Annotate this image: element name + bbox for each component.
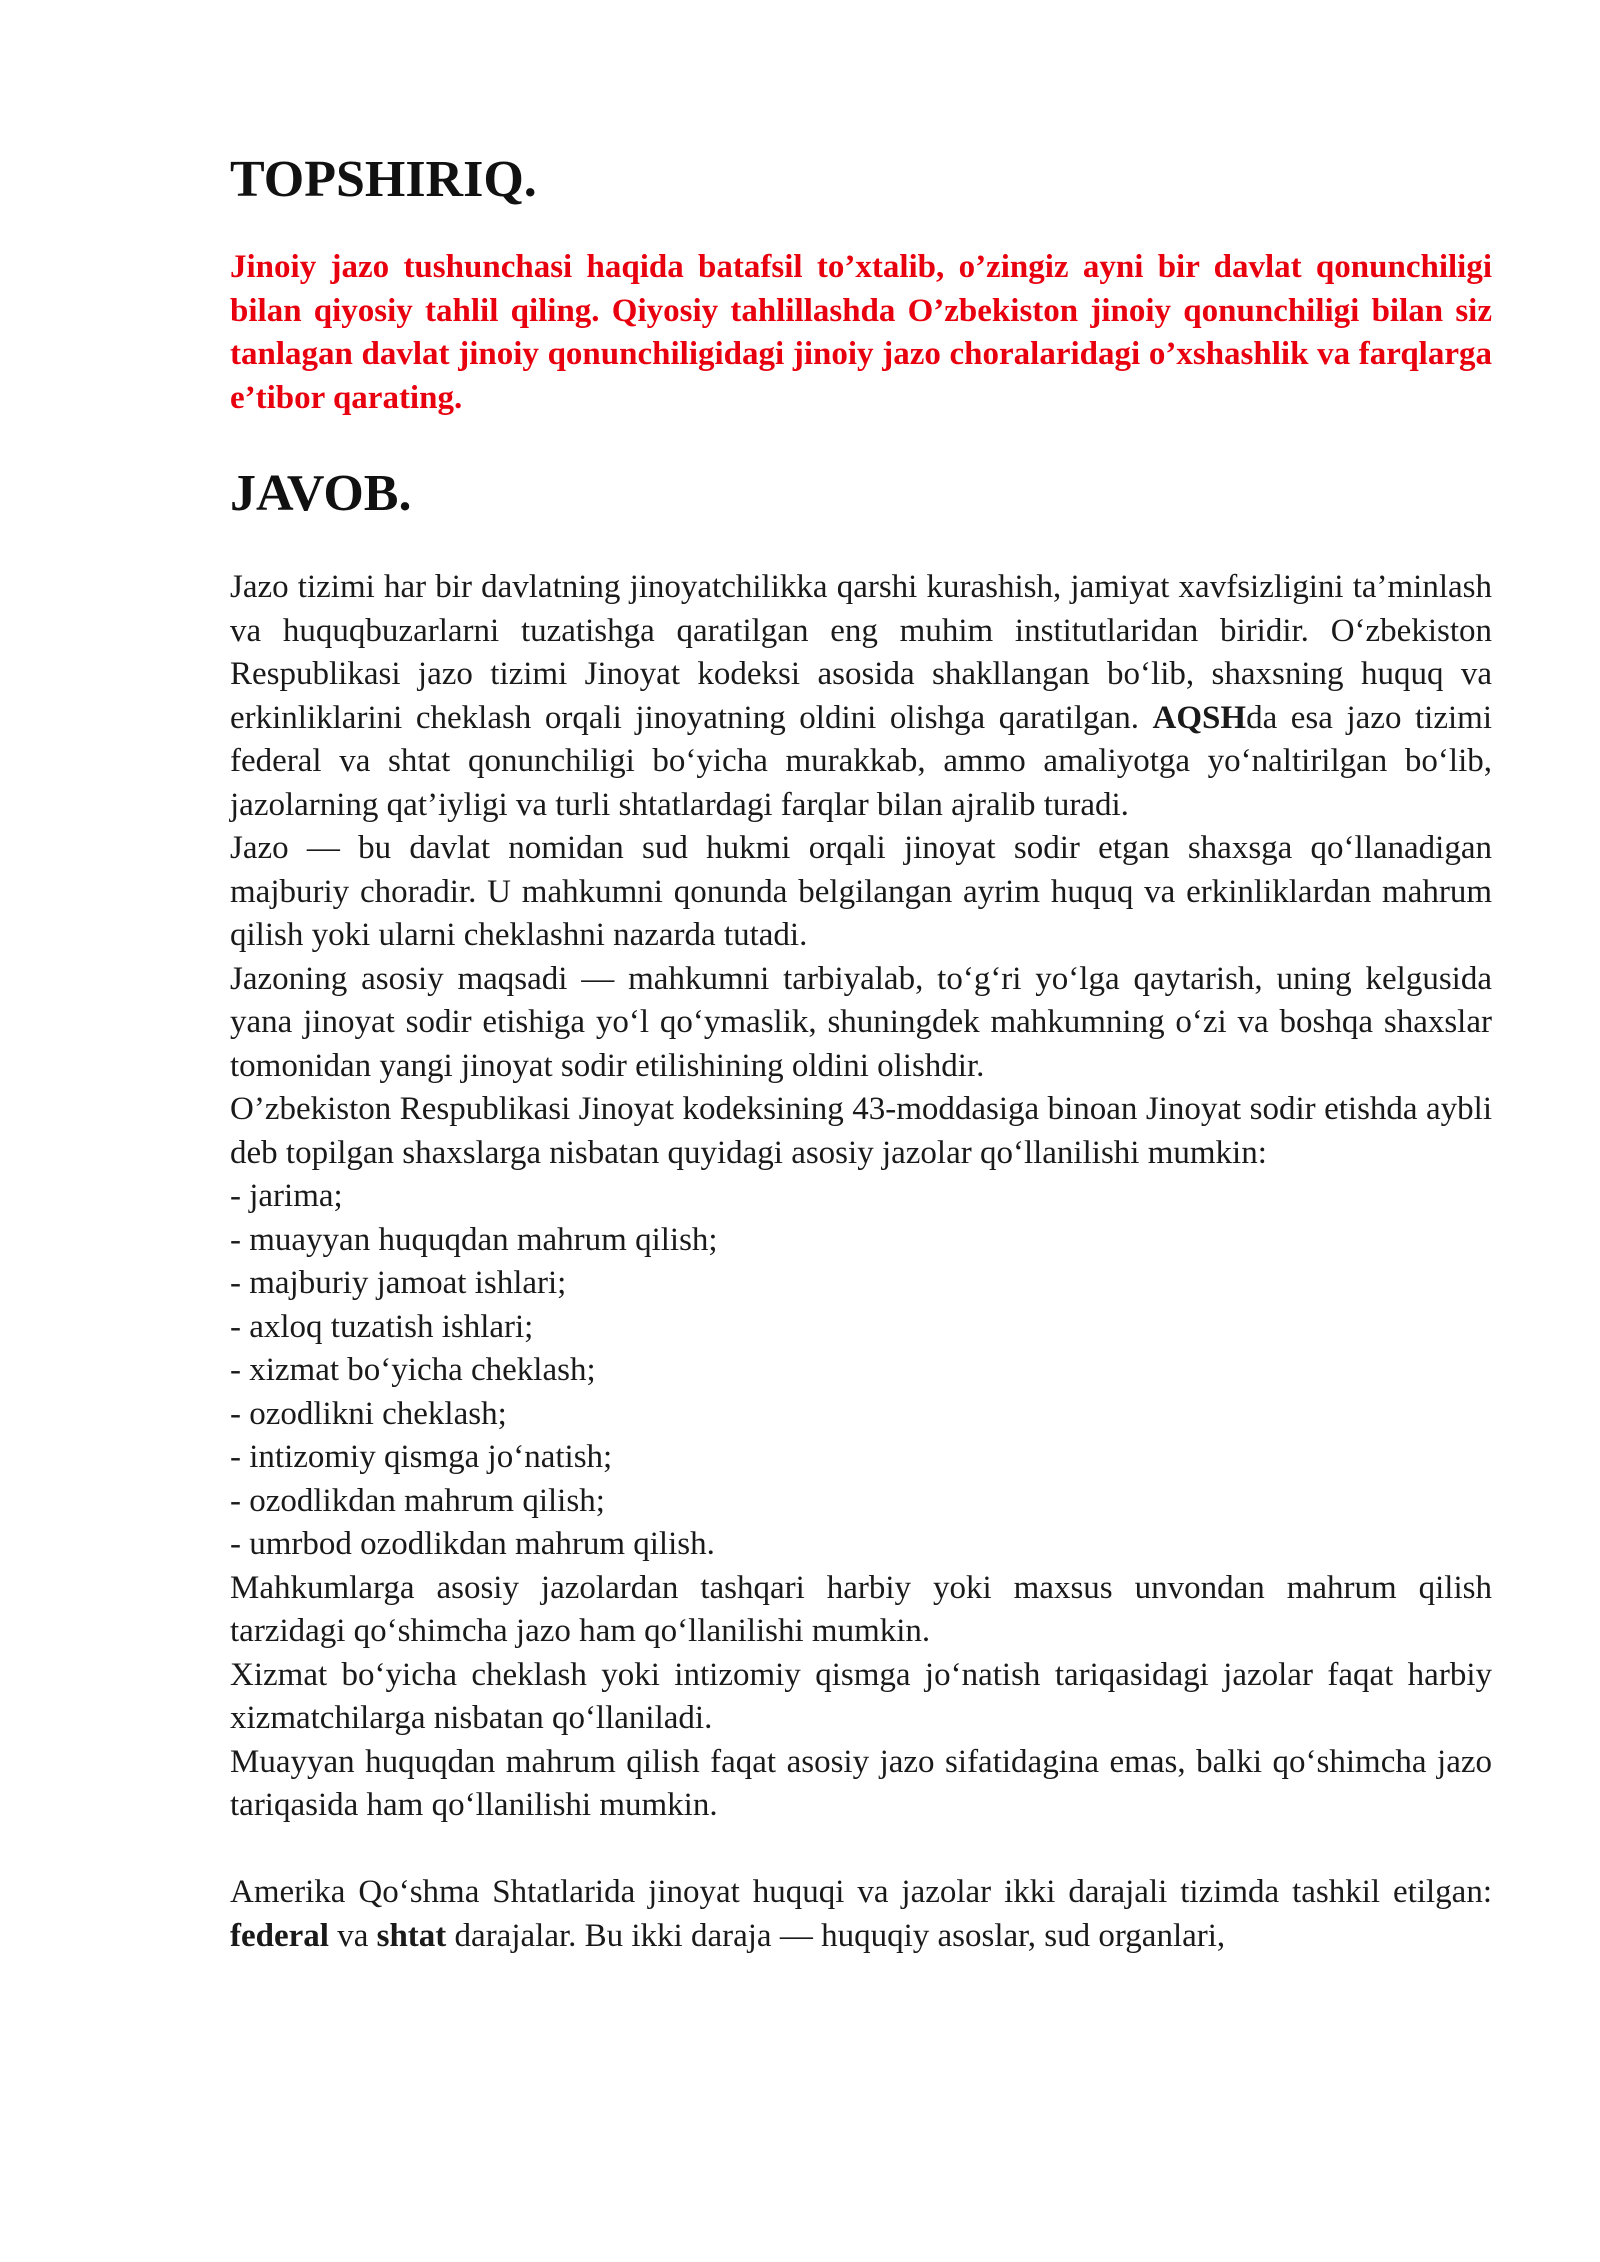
list-item: - majburiy jamoat ishlari;: [230, 1265, 567, 1301]
paragraph-intro: [230, 566, 1492, 827]
task-heading: TOPSHIRIQ.: [230, 151, 537, 208]
list-item: - ozodlikni cheklash;: [230, 1395, 507, 1432]
list-item: - muayyan huquqdan mahrum qilish;: [230, 1221, 718, 1258]
bold-term: federal: [230, 1917, 329, 1954]
paragraph-gap: [230, 1828, 1492, 1872]
answer-heading: JAVOB.: [230, 465, 412, 522]
punishment-list: [230, 1175, 1492, 1567]
paragraph-text: va: [328, 1917, 377, 1954]
answer-body: [230, 566, 1492, 1958]
paragraph-additional-punishment: Mahkumlarga asosiy jazolardan tashqari harbiy yoki maxsus unvondan mahrum qilish tarzidagi qo‘shimcha jazo ham qo‘llanilishi mumkin.: [230, 1569, 1492, 1649]
paragraph-rights-deprivation: Muayyan huquqdan mahrum qilish faqat asosiy jazo sifatidagina emas, balki qo‘shimcha jazo tariqasida ham qo‘llanilishi mumkin.: [230, 1743, 1492, 1823]
task-text: Jinoiy jazo tushunchasi haqida batafsil to’xtalib, o’zingiz ayni bir davlat qonunchiligi bilan qiyosiy tahlil qiling. Qiyosiy tahlillashda O’zbekiston jinoiy qonunchiligi bilan siz tanlagan davlat jinoiy qonunchiligidagi jinoiy jazo choralaridagi o’xshashlik va farqlarga e’tibor qarating.: [230, 249, 1492, 416]
bold-term: shtat: [376, 1917, 447, 1954]
list-item: - axloq tuzatish ishlari;: [230, 1308, 534, 1345]
list-item: - jarima;: [230, 1178, 343, 1214]
list-item: - intizomiy qismga jo‘natish;: [230, 1439, 613, 1475]
paragraph-text: darajalar. Bu ikki daraja — huquqiy asoslar, sud organlari,: [446, 1917, 1226, 1954]
paragraph-definition: Jazo — bu davlat nomidan sud hukmi orqali jinoyat sodir etgan shaxsga qo‘llanadigan majburiy choradir. U mahkumni qonunda belgilangan ayrim huquq va erkinliklardan mahrum qilish yoki ularni cheklashni nazarda tutadi.: [230, 830, 1492, 953]
paragraph-text: da esa jazo tizimi federal va shtat qonunchiligi bo‘yicha murakkab, ammo amaliyotga yo‘naltirilgan bo‘lib, jazolarning qat’iyligi va turli shtatlardagi farqlar bilan ajralib turadi.: [230, 699, 1492, 823]
document-page: [230, 150, 1492, 1958]
paragraph-text: Amerika Qo‘shma Shtatlarida jinoyat huquqi va jazolar ikki darajali tizimda tashkil etilgan:: [230, 1874, 1492, 1910]
paragraph-usa: [230, 1871, 1492, 1958]
list-item: - ozodlikdan mahrum qilish;: [230, 1482, 605, 1519]
paragraph-article-43: O’zbekiston Respublikasi Jinoyat kodeksining 43-moddasiga binoan Jinoyat sodir etishda aybli deb topilgan shaxslarga nisbatan quyidagi asosiy jazolar qo‘llanilishi mumkin:: [230, 1091, 1492, 1171]
bold-term: AQSH: [1152, 699, 1247, 736]
paragraph-military: Xizmat bo‘yicha cheklash yoki intizomiy qismga jo‘natish tariqasidagi jazolar faqat harbiy xizmatchilarga nisbatan qo‘llaniladi.: [230, 1656, 1492, 1736]
list-item: - umrbod ozodlikdan mahrum qilish.: [230, 1526, 715, 1562]
list-item: - xizmat bo‘yicha cheklash;: [230, 1352, 596, 1388]
paragraph-purpose: Jazoning asosiy maqsadi — mahkumni tarbiyalab, to‘g‘ri yo‘lga qaytarish, uning kelgusida yana jinoyat sodir etishiga yo‘l qo‘ymaslik, shuningdek mahkumning o‘zi va boshqa shaxslar tomonidan yangi jinoyat sodir etilishining oldini olishdir.: [230, 960, 1492, 1084]
paragraph-text: Jazo tizimi har bir davlatning jinoyatchilikka qarshi kurashish, jamiyat xavfsizligini ta’minlash va huquqbuzarlarni tuzatishga qaratilgan eng muhim institutlaridan biridir. O‘zbekiston Respublikasi jazo tizimi Jinoyat kodeksi asosida shakllangan bo‘lib, shaxsning huquq va erkinliklarini cheklash orqali jinoyatning oldini olishga qaratilgan.: [230, 569, 1492, 736]
